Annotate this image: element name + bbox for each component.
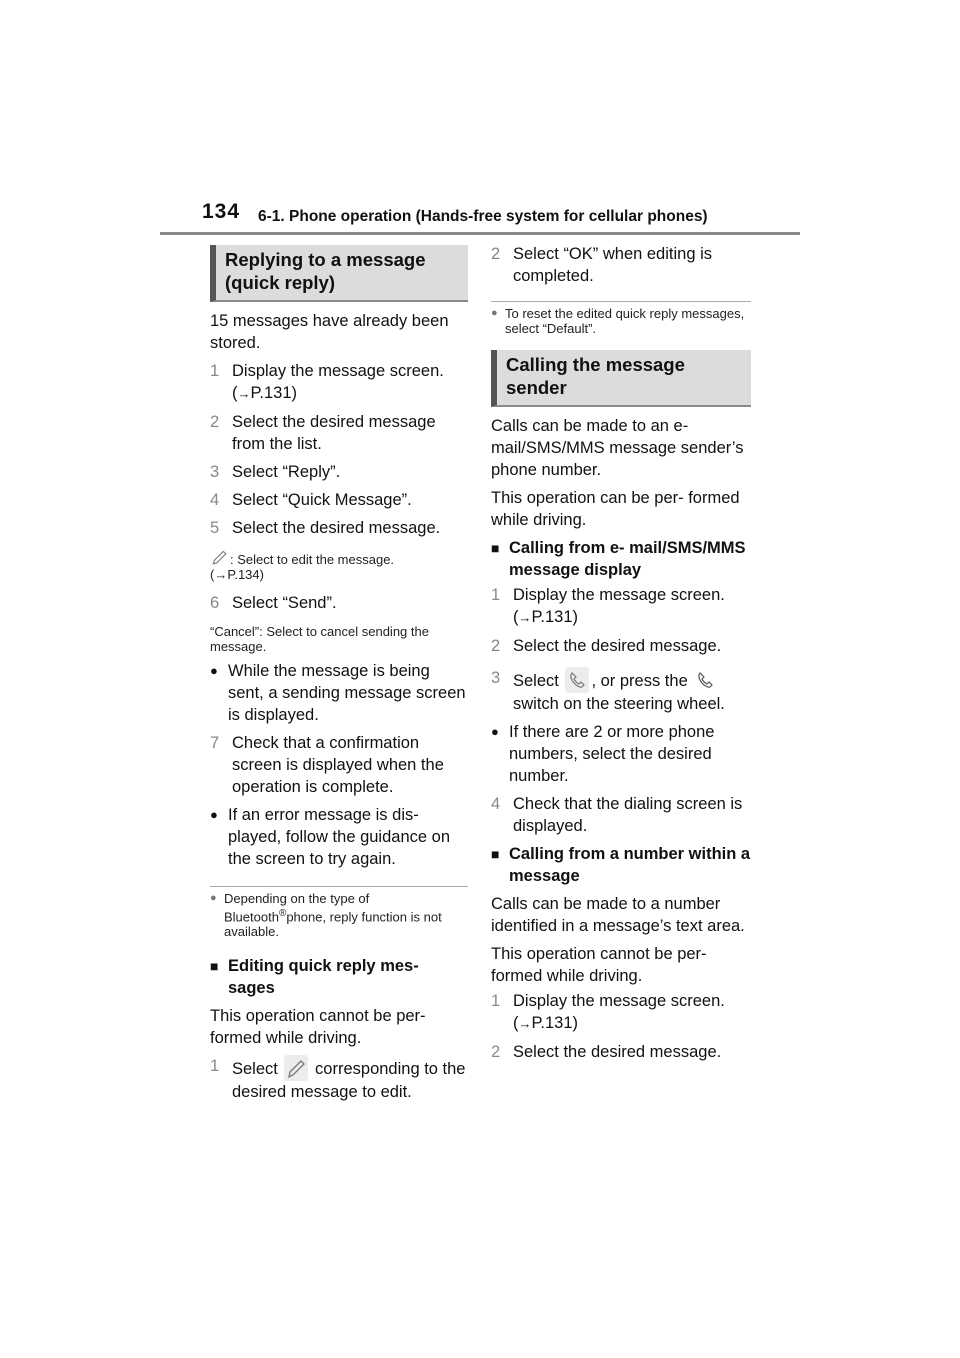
subheading-editing [210, 955, 468, 999]
step-text: Select the desired message. [513, 1043, 722, 1061]
note-bullet-icon: ● [491, 307, 498, 319]
registered-mark: ® [278, 908, 287, 919]
edit-icon-note: : Select to edit the message. (→P.134) [210, 549, 468, 582]
step-number: 5 [210, 519, 220, 537]
step-2-edit [491, 243, 751, 287]
step-text: Display the message screen. [232, 362, 444, 380]
bullet-text: If an error message is dis- played, follow the guidance on the screen to try again. [228, 806, 450, 868]
step-7 [210, 732, 468, 798]
page-ref-link[interactable]: P.131 [250, 384, 292, 402]
step-1: 1 Display the message screen. (→P.131) [210, 360, 468, 405]
step-4 [210, 489, 468, 511]
step-number: 2 [491, 637, 501, 655]
bullet-text: While the message is being sent, a sending message screen is displayed. [228, 662, 466, 724]
step-number: 2 [491, 245, 501, 263]
subheading-text: Editing quick reply mes- sages [228, 957, 419, 998]
bullet-icon: ● [210, 807, 218, 822]
square-bullet-icon: ■ [491, 846, 500, 862]
calling-intro-driving: This operation can be per- formed while driving. [491, 489, 740, 529]
step-text: Check that the dialing screen is displayed. [513, 795, 743, 835]
subheading-calling-display [491, 537, 751, 581]
page-ref-link[interactable]: P.131 [531, 1014, 573, 1032]
step-number: 1 [491, 992, 501, 1010]
arrow-right-icon: → [518, 1016, 532, 1031]
step-text: Display the message screen. [513, 992, 725, 1010]
step-number: 1 [491, 586, 501, 604]
step-2 [210, 411, 468, 455]
chapter-title: 6-1. Phone operation (Hands-free system for cellular phones) [258, 208, 708, 225]
step-number: 1 [210, 1057, 220, 1076]
step-text: , or press the [591, 672, 688, 690]
page-ref-link[interactable]: P.131 [531, 608, 573, 626]
step-text: Check that a confirmation screen is displayed when the operation is complete. [232, 734, 444, 796]
step-text: Select the desired message. [513, 637, 722, 655]
step-1-number: 1 Display the message screen. (→P.131) [491, 990, 751, 1035]
bullet-multiple-numbers [491, 721, 751, 787]
step-6 [210, 592, 468, 614]
subheading-text: Calling from e- mail/SMS/MMS message display [509, 539, 746, 579]
bullet-error [210, 804, 468, 870]
arrow-right-icon: → [237, 386, 251, 401]
quick-reply-intro: 15 messages have already been stored. [210, 312, 449, 352]
step-number: 3 [210, 463, 220, 481]
note-text: phone, reply function is not available. [224, 909, 442, 940]
page-ref-link[interactable]: P.134 [227, 567, 260, 582]
note-default [491, 306, 751, 336]
note-bluetooth [210, 891, 468, 939]
arrow-right-icon: → [214, 567, 228, 582]
step-text: Select “Quick Message”. [232, 491, 412, 509]
edit-note-text: : Select to edit the message. [230, 552, 395, 567]
step-number: 1 [210, 362, 220, 380]
header-rule [160, 232, 800, 235]
step-2-call [491, 635, 751, 657]
step-number: 2 [210, 413, 220, 431]
arrow-right-icon: → [518, 610, 532, 625]
note-text: Depending on the type of Bluetooth [224, 891, 370, 925]
note-divider [210, 886, 468, 887]
step-number: 6 [210, 594, 220, 612]
step-text: Select [232, 1060, 278, 1079]
number-intro: Calls can be made to a number identified in a message’s text area. [491, 895, 745, 935]
step-1-edit [210, 1055, 468, 1103]
square-bullet-icon: ■ [210, 958, 219, 975]
bullet-text: If there are 2 or more phone numbers, select the desired number. [509, 723, 715, 785]
calling-intro: Calls can be made to an e- mail/SMS/MMS message sender’s phone number. [491, 417, 744, 479]
step-number: 4 [210, 491, 220, 509]
right-column [491, 243, 751, 1063]
subheading-text: Calling from a number within a message [509, 845, 751, 885]
note-divider [491, 301, 751, 302]
step-1-call: 1 Display the message screen. (→P.131) [491, 584, 751, 629]
cancel-note: “Cancel”: Select to cancel sending the message. [210, 624, 429, 654]
step-text: Display the message screen. [513, 586, 725, 604]
square-bullet-icon: ■ [491, 540, 500, 556]
page-number: 134 [202, 200, 241, 223]
step-5 [210, 517, 468, 539]
step-text: Select the desired message from the list. [232, 413, 436, 453]
note-text: To reset the edited quick reply messages, select “Default”. [505, 306, 745, 336]
step-number: 7 [210, 734, 220, 752]
step-number: 4 [491, 795, 501, 813]
step-4-call [491, 793, 751, 837]
pencil-icon [284, 1055, 308, 1081]
step-3 [210, 461, 468, 483]
step-text: corresponding to the desired message to edit. [232, 1060, 466, 1102]
step-text: Select [513, 672, 559, 690]
phone-switch-icon [694, 670, 718, 690]
step-text: Select “Send”. [232, 594, 337, 612]
step-text: Select “OK” when editing is completed. [513, 245, 713, 285]
subheading-calling-number [491, 843, 751, 887]
section-heading-quick-reply: Replying to a message (quick reply) [210, 245, 468, 302]
section-heading-calling: Calling the message sender [491, 350, 751, 407]
phone-icon [565, 667, 589, 693]
step-text: switch on the steering wheel. [513, 695, 725, 713]
pencil-icon [210, 549, 230, 567]
editing-intro: This operation cannot be per- formed while driving. [210, 1007, 426, 1048]
step-number: 2 [491, 1043, 501, 1061]
note-bullet-icon: ● [210, 892, 217, 904]
bullet-sending [210, 660, 468, 726]
step-2-number [491, 1041, 751, 1063]
bullet-icon: ● [491, 724, 499, 739]
step-number: 3 [491, 669, 501, 687]
step-3-call [491, 667, 751, 715]
number-intro-driving: This operation cannot be per- formed while driving. [491, 945, 707, 985]
step-text: Select the desired message. [232, 519, 441, 537]
left-column [210, 245, 468, 1103]
step-text: Select “Reply”. [232, 463, 341, 481]
bullet-icon: ● [210, 663, 218, 678]
